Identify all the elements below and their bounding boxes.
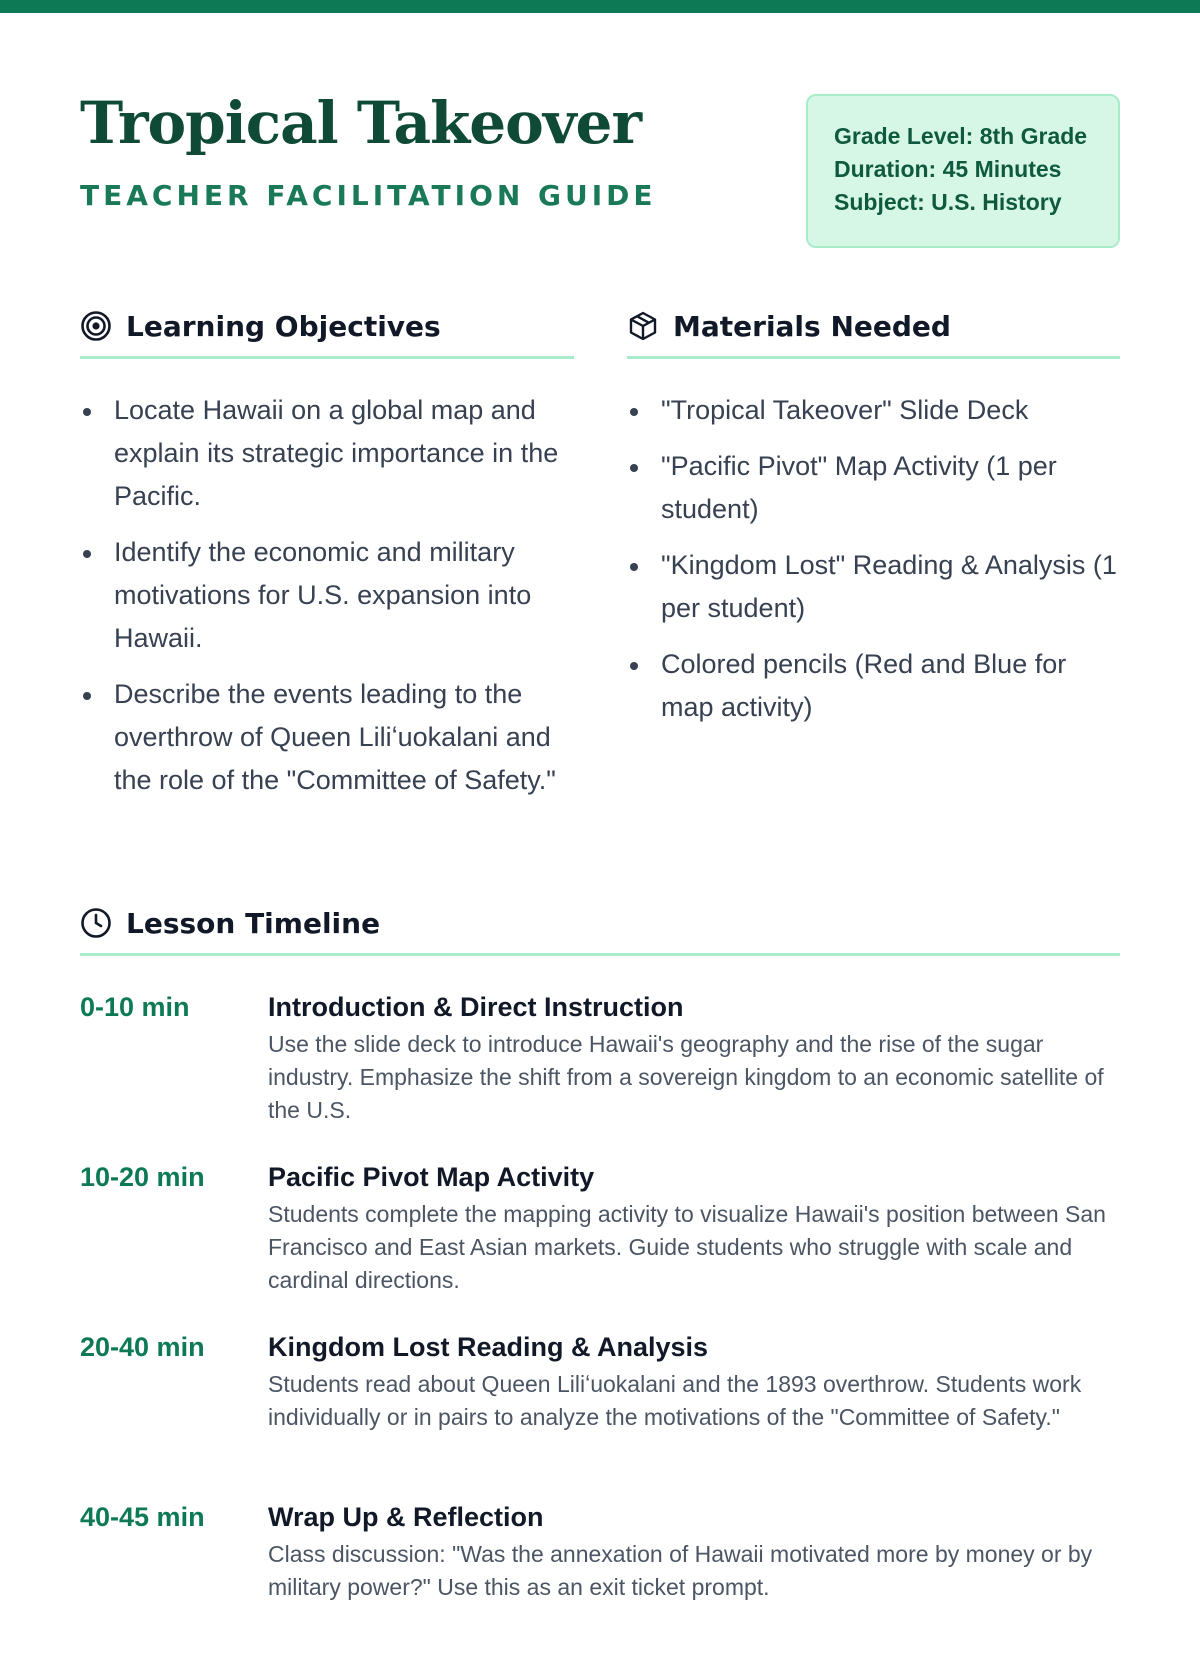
objectives-rule bbox=[80, 356, 574, 359]
lesson-info-box bbox=[806, 94, 1120, 248]
timeline-time: 10-20 min bbox=[80, 1162, 205, 1192]
timeline-time: 20-40 min bbox=[80, 1332, 205, 1362]
materials-label: Materials Needed bbox=[673, 309, 951, 343]
page-title: Tropical Takeover bbox=[80, 89, 642, 157]
target-icon bbox=[80, 310, 112, 342]
timeline-time: 40-45 min bbox=[80, 1502, 205, 1532]
timeline-desc: Students read about Queen Liliʻuokalani and the 1893 overthrow. Students work individually or in pairs to analyze the motivations of the "Committee of Safety." bbox=[268, 1371, 1082, 1430]
materials-heading bbox=[627, 306, 951, 346]
timeline-row bbox=[80, 1160, 1120, 1330]
timeline-desc: Students complete the mapping activity to visualize Hawaii's position between San Francisco and East Asian markets. Guide students who struggle with scale and cardinal directions. bbox=[268, 1201, 1106, 1293]
list-item: "Kingdom Lost" Reading & Analysis (1 per student) bbox=[627, 544, 1120, 630]
objectives-heading bbox=[80, 306, 441, 346]
timeline-title: Introduction & Direct Instruction bbox=[268, 992, 684, 1022]
duration: Duration: 45 Minutes bbox=[834, 156, 1062, 182]
list-item: Colored pencils (Red and Blue for map activity) bbox=[627, 643, 1120, 729]
timeline-heading bbox=[80, 903, 380, 943]
materials-list bbox=[627, 389, 1120, 742]
list-item: Identify the economic and military motivations for U.S. expansion into Hawaii. bbox=[80, 531, 574, 660]
objectives-list bbox=[80, 389, 574, 815]
clock-icon bbox=[80, 907, 112, 939]
timeline-row bbox=[80, 1330, 1120, 1500]
timeline-desc: Use the slide deck to introduce Hawaii's geography and the rise of the sugar industry. Emphasize the shift from a sovereign kingdom to an economic satellite of the U.S. bbox=[268, 1031, 1104, 1123]
timeline-desc: Class discussion: "Was the annexation of Hawaii motivated more by money or by military power?" Use this as an exit ticket prompt. bbox=[268, 1541, 1093, 1600]
timeline-row bbox=[80, 1500, 1120, 1670]
grade-level: Grade Level: 8th Grade bbox=[834, 123, 1088, 149]
timeline-title: Kingdom Lost Reading & Analysis bbox=[268, 1332, 709, 1362]
list-item: "Pacific Pivot" Map Activity (1 per student) bbox=[627, 445, 1120, 531]
timeline-time: 0-10 min bbox=[80, 992, 190, 1022]
list-item: Describe the events leading to the overthrow of Queen Liliʻuokalani and the role of the "Committee of Safety." bbox=[80, 673, 574, 802]
top-accent-bar bbox=[0, 0, 1200, 13]
list-item: Locate Hawaii on a global map and explain its strategic importance in the Pacific. bbox=[80, 389, 574, 518]
page-subtitle: TEACHER FACILITATION GUIDE bbox=[80, 179, 657, 212]
objectives-label: Learning Objectives bbox=[126, 309, 441, 343]
timeline-list bbox=[80, 990, 1120, 1670]
header bbox=[80, 90, 1120, 260]
box-icon bbox=[627, 310, 659, 342]
timeline-rule bbox=[80, 953, 1120, 956]
timeline-label: Lesson Timeline bbox=[126, 906, 381, 940]
timeline-title: Wrap Up & Reflection bbox=[268, 1502, 544, 1532]
timeline-title: Pacific Pivot Map Activity bbox=[268, 1162, 595, 1192]
materials-rule bbox=[627, 356, 1120, 359]
timeline-row bbox=[80, 990, 1120, 1160]
subject: Subject: U.S. History bbox=[834, 189, 1062, 215]
list-item: "Tropical Takeover" Slide Deck bbox=[627, 389, 1120, 432]
